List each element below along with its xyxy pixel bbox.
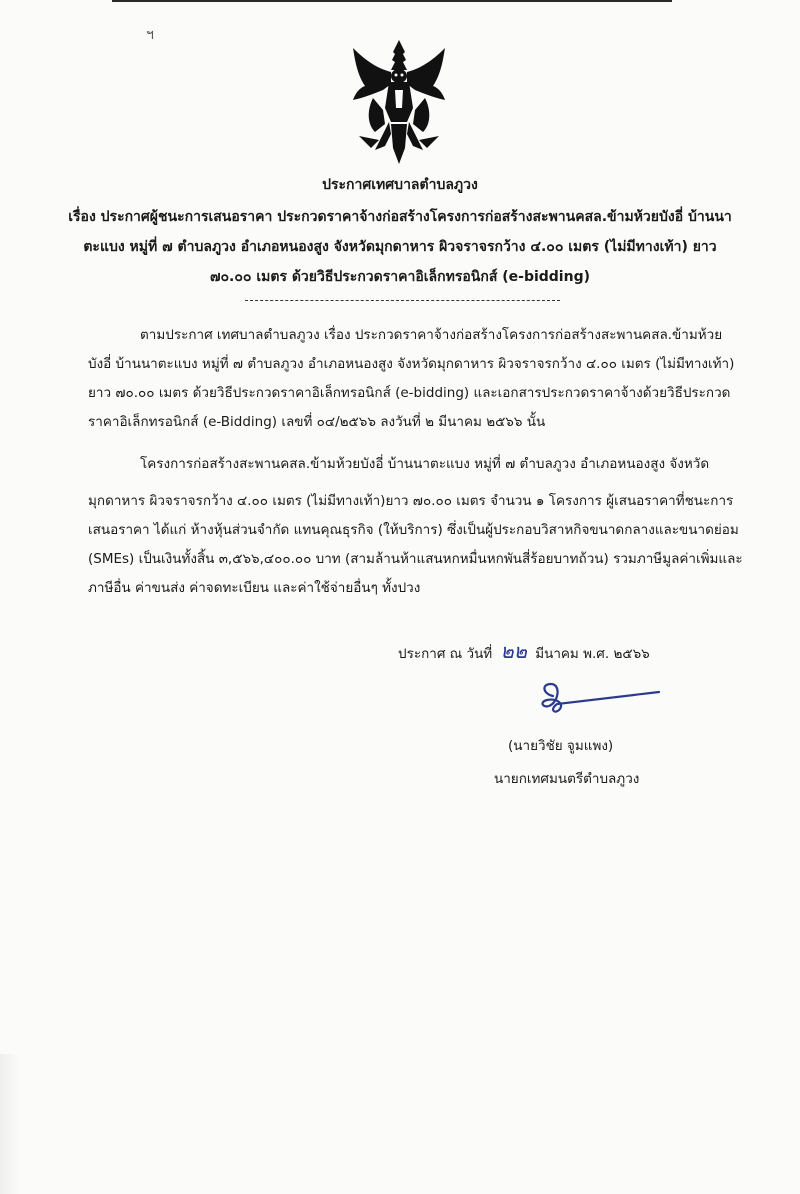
specimen-mark: ฯ (146, 27, 154, 43)
signatory-name: (นายวิชัย จูมแพง) (508, 738, 614, 754)
scan-shadow (0, 1054, 20, 1194)
paragraph2-line-2: มุกดาหาร ผิวจราจรกว้าง ๔.๐๐ เมตร (ไม่มีทางเท้า)ยาว ๗๐.๐๐ เมตร จำนวน ๑ โครงการ ผู้เสนอราคาที่ชนะการ (88, 493, 734, 509)
organization-title: ประกาศเทศบาลตำบลภูวง (322, 177, 478, 193)
scan-top-line (112, 0, 672, 2)
paragraph1-line-4: ราคาอิเล็กทรอนิกส์ (e-Bidding) เลขที่ ๐๔/๒๕๖๖ ลงวันที่ ๒ มีนาคม ๒๕๖๖ นั้น (88, 414, 546, 430)
paragraph2-line-4: (SMEs) เป็นเงินทั้งสิ้น ๓,๕๖๖,๔๐๐.๐๐ บาท (สามล้านห้าแสนหกหมื่นหกพันสี่ร้อยบาทถ้วน) รวมภาษีมูลค่าเพิ่มและ (88, 551, 743, 567)
paragraph1-line-3: ยาว ๗๐.๐๐ เมตร ด้วยวิธีประกวดราคาอิเล็กทรอนิกส์ (e-bidding) และเอกสารประกวดราคาจ้างด้วยวิธีประกวด (88, 385, 731, 401)
handwritten-signature-icon (535, 678, 665, 718)
date-day-handwritten: ๒๒ (500, 639, 527, 663)
subject-line-2: ตะแบง หมู่ที่ ๗ ตำบลภูวง อำเภอหนองสูง จังหวัดมุกดาหาร ผิวจราจรกว้าง ๔.๐๐ เมตร (ไม่มีทางเท้า) ยาว (83, 239, 717, 255)
paragraph1-line-2: บังอี่ บ้านนาตะแบง หมู่ที่ ๗ ตำบลภูวง อำเภอหนองสูง จังหวัดมุกดาหาร ผิวจราจรกว้าง ๔.๐๐ เมตร (ไม่มีทางเท้า) (88, 356, 735, 372)
garuda-emblem-icon (345, 38, 453, 168)
paragraph2-line-5: ภาษีอื่น ค่าขนส่ง ค่าจดทะเบียน และค่าใช้จ่ายอื่นๆ ทั้งปวง (88, 580, 421, 596)
paragraph1-line-1: ตามประกาศ เทศบาลตำบลภูวง เรื่อง ประกวดราคาจ้างก่อสร้างโครงการก่อสร้างสะพานคสล.ข้ามห้วย (140, 327, 723, 343)
paragraph2-line-3: เสนอราคา ได้แก่ ห้างหุ้นส่วนจำกัด แทนคุณธุรกิจ (ให้บริการ) ซึ่งเป็นผู้ประกอบวิสาหกิจขนาดกลางและขนาดย่อม (88, 522, 739, 538)
subject-line-1: เรื่อง ประกาศผู้ชนะการเสนอราคา ประกวดราคาจ้างก่อสร้างโครงการก่อสร้างสะพานคสล.ข้ามห้วยบังอี่ บ้านนา (68, 209, 732, 225)
section-divider (245, 300, 560, 301)
announcement-date (398, 635, 650, 667)
date-prefix: ประกาศ ณ วันที่ (398, 646, 493, 662)
date-suffix: มีนาคม พ.ศ. ๒๕๖๖ (535, 646, 650, 662)
signatory-position: นายกเทศมนตรีตำบลภูวง (494, 771, 640, 787)
paragraph2-line-1: โครงการก่อสร้างสะพานคสล.ข้ามห้วยบังอี่ บ้านนาตะแบง หมู่ที่ ๗ ตำบลภูวง อำเภอหนองสูง จังหวัด (140, 456, 710, 472)
subject-line-3: ๗๐.๐๐ เมตร ด้วยวิธีประกวดราคาอิเล็กทรอนิกส์ (e-bidding) (209, 269, 590, 285)
